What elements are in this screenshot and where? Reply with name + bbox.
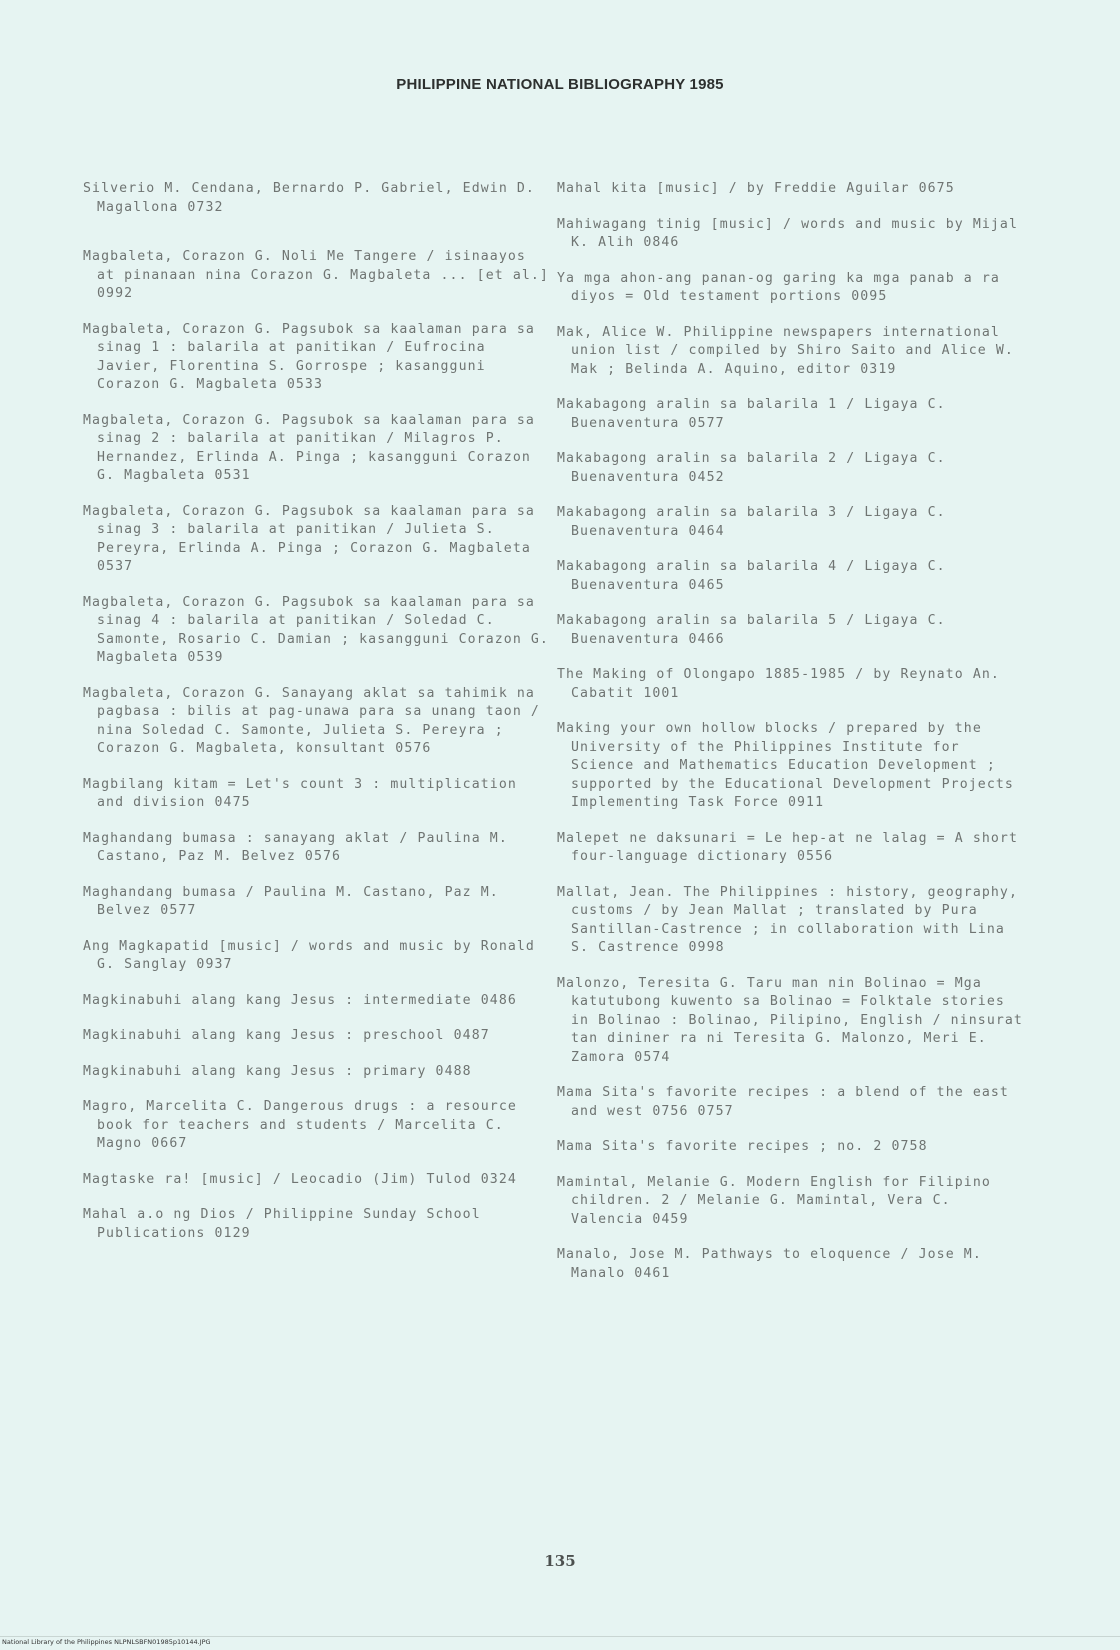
bibliography-entry: Makabagong aralin sa balarila 3 / Ligaya C. Buenaventura 0464 bbox=[557, 505, 955, 539]
bibliography-entry: The Making of Olongapo 1885-1985 / by Reynato An. Cabatit 1001 bbox=[557, 667, 1009, 701]
bibliography-entry: Mahal kita [music] / by Freddie Aguilar 0675 bbox=[557, 181, 955, 196]
bibliography-entry: Magbaleta, Corazon G. Pagsubok sa kaalaman para sa sinag 3 : balarila at panitikan / Julieta S. Pereyra, Erlinda A. Pinga ; Corazon G. Magbaleta 0537 bbox=[83, 503, 545, 574]
bibliography-entry: Mallat, Jean. The Philippines : history, geography, customs / by Jean Mallat ; translated by Pura Santillan-Castrence ; in collaboration with Lina S. Castrence 0998 bbox=[557, 884, 1028, 955]
bibliography-entry: Maghandang bumasa : sanayang aklat / Paulina M. Castano, Paz M. Belvez 0576 bbox=[83, 830, 517, 864]
scan-credit: National Library of the Philippines NLPNLSBFN01985p10144.JPG bbox=[2, 1638, 211, 1646]
bibliography-entry: Magkinabuhi alang kang Jesus : preschool 0487 bbox=[83, 1028, 490, 1043]
bibliography-entry: Mamintal, Melanie G. Modern English for Filipino children. 2 / Melanie G. Mamintal, Vera C. Valencia 0459 bbox=[557, 1174, 1000, 1227]
bibliography-entry: Magbilang kitam = Let's count 3 : multiplication and division 0475 bbox=[83, 776, 526, 810]
bibliography-entry: Makabagong aralin sa balarila 2 / Ligaya C. Buenaventura 0452 bbox=[557, 451, 955, 485]
bibliography-entry: Magkinabuhi alang kang Jesus : intermediate 0486 bbox=[83, 992, 517, 1008]
bibliography-entry: Silverio M. Cendana, Bernardo P. Gabriel, Edwin D. Magallona 0732 bbox=[83, 181, 545, 215]
bibliography-entry: Makabagong aralin sa balarila 4 / Ligaya C. Buenaventura 0465 bbox=[557, 559, 955, 593]
bibliography-entry: Mama Sita's favorite recipes : a blend of the east and west 0756 0757 bbox=[557, 1085, 1019, 1119]
bibliography-entry: Mama Sita's favorite recipes ; no. 2 0758 bbox=[557, 1139, 928, 1154]
bibliography-entry: Magbaleta, Corazon G. Pagsubok sa kaalaman para sa sinag 1 : balarila at panitikan / Eufrocina Javier, Florentina S. Gorrospe ; kasangguni Corazon G. Magbaleta 0533 bbox=[83, 321, 545, 392]
page-number: 135 bbox=[544, 1552, 576, 1570]
bibliography-entry: Magbaleta, Corazon G. Pagsubok sa kaalaman para sa sinag 2 : balarila at panitikan / Milagros P. Hernandez, Erlinda A. Pinga ; kasangguni Corazon G. Magbaleta 0531 bbox=[83, 412, 545, 483]
bibliography-entry: Malonzo, Teresita G. Taru man nin Bolinao = Mga katutubong kuwento sa Bolinao = Folktale stories in Bolinao : Bolinao, Pilipino, English / ninsurat tan dininer ra ni Teresita G. Malonzo, Meri E. Zamora 0574 bbox=[557, 975, 1033, 1065]
bibliography-entry: Magkinabuhi alang kang Jesus : primary 0488 bbox=[83, 1063, 472, 1079]
bibliography-entry: Magtaske ra! [music] / Leocadio (Jim) Tulod 0324 bbox=[83, 1171, 517, 1187]
bibliography-entry: Mak, Alice W. Philippine newspapers international union list / compiled by Shiro Saito and Alice W. Mak ; Belinda A. Aquino, editor 0319 bbox=[557, 324, 1023, 377]
bibliography-entry: Magbaleta, Corazon G. Noli Me Tangere / isinaayos at pinanaan nina Corazon G. Magbaleta ... [et al.] 0992 bbox=[83, 249, 559, 301]
bibliography-entry: Malepet ne daksunari = Le hep-at ne lalag = A short four-language dictionary 0556 bbox=[557, 830, 1028, 864]
bibliography-entry: Makabagong aralin sa balarila 1 / Ligaya C. Buenaventura 0577 bbox=[557, 397, 955, 431]
footer-divider bbox=[0, 1636, 1120, 1637]
bibliography-entry: Magbaleta, Corazon G. Sanayang aklat sa tahimik na pagbasa : bilis at pag-unawa para sa unang taon / nina Soledad C. Samonte, Julieta S. Pereyra ; Corazon G. Magbaleta, konsultant 0576 bbox=[83, 685, 549, 756]
bibliography-entry: Makabagong aralin sa balarila 5 / Ligaya C. Buenaventura 0466 bbox=[557, 613, 955, 647]
bibliography-entry: Maghandang bumasa / Paulina M. Castano, Paz M. Belvez 0577 bbox=[83, 884, 508, 918]
bibliography-entry: Making your own hollow blocks / prepared by the University of the Philippines Institute for Science and Mathematics Education Development ; supported by the Educational Development Projects Implementing Task Force 0911 bbox=[557, 721, 1023, 810]
bibliography-entry: Magbaleta, Corazon G. Pagsubok sa kaalaman para sa sinag 4 : balarila at panitikan / Soledad C. Samonte, Rosario C. Damian ; kasangguni Corazon G. Magbaleta 0539 bbox=[83, 594, 559, 665]
left-column bbox=[83, 180, 559, 1243]
right-column bbox=[557, 180, 1033, 1283]
page-header: PHILIPPINE NATIONAL BIBLIOGRAPHY 1985 bbox=[396, 76, 724, 93]
bibliography-entry: Manalo, Jose M. Pathways to eloquence / Jose M. Manalo 0461 bbox=[557, 1247, 991, 1281]
bibliography-entry: Mahal a.o ng Dios / Philippine Sunday School Publications 0129 bbox=[83, 1207, 490, 1241]
bibliography-entry: Mahiwagang tinig [music] / words and music by Mijal K. Alih 0846 bbox=[557, 216, 1028, 250]
bibliography-entry: Ang Magkapatid [music] / words and music by Ronald G. Sanglay 0937 bbox=[83, 938, 545, 972]
bibliography-entry: Magro, Marcelita C. Dangerous drugs : a resource book for teachers and students / Marcelita C. Magno 0667 bbox=[83, 1099, 526, 1151]
bibliography-entry: Ya mga ahon-ang panan-og garing ka mga panab a ra diyos = Old testament portions 0095 bbox=[557, 270, 1009, 304]
